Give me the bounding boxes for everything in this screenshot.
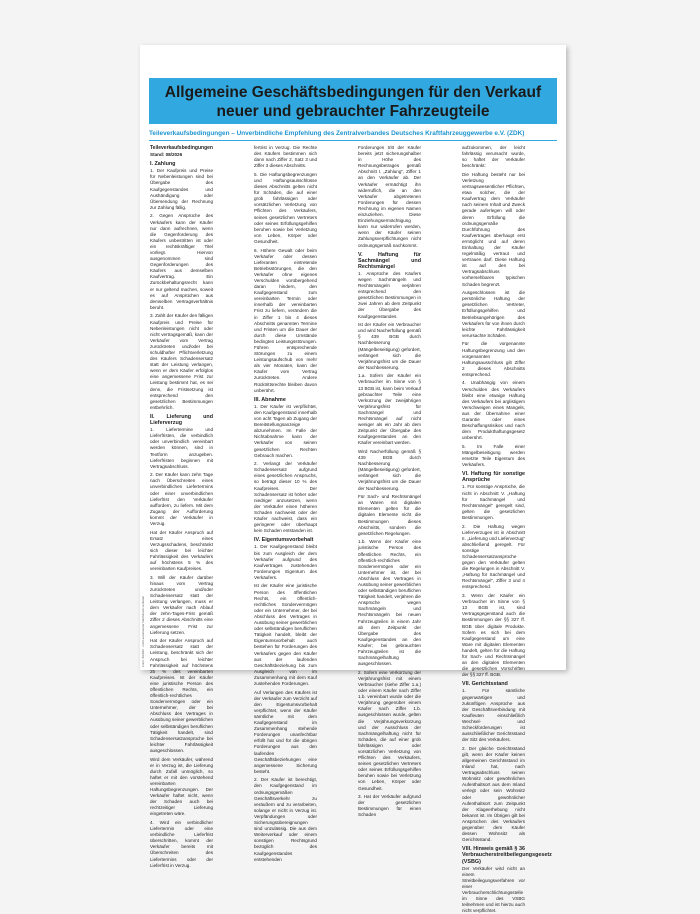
paragraph: Hat der Käufer Anspruch auf Ersatz eines Verzugsschadens, beschränkt sich dieser bei leichter Fahrlässigkeit des Verkäufers auf höchstens 5 % des vereinbarten Kaufpreises.	[150, 529, 213, 572]
title-line-2: neuer und gebrauchter Fahrzeugteile	[216, 103, 490, 120]
paragraph: 1. Ansprüche des Käufers wegen Sachmängeln und Rechtsmängeln verjähren entsprechend den gesetzlichen Bestimmungen in zwei Jahren ab dem Zeitpunkt der Übergabe des Kaufgegenstandes.	[358, 270, 421, 319]
paragraph: 4. Wird ein verbindlicher Liefertermin oder eine verbindliche Lieferfrist überschritten, kommt der Verkäufer bereits mit Überschreiten des Liefertermins oder der Lieferfrist in Verzug.	[150, 819, 213, 868]
paragraph: 2. Der Käufer ist berechtigt, den Kaufgegenstand im ordnungsgemäßen Geschäftsverkehr zu veräußern und zu verarbeiten, solange er nicht in Verzug ist. Verpfändungen oder Sicherungsübereignungen sind unzulässig. Die aus dem Weiterverkauf oder einem sonstigen Rechtsgrund bezüglich des Kaufgegenstandes entstehenden	[254, 777, 317, 862]
paragraph: Für die vorgenannte Haftungsbegrenzung und den vorgenannten Haftungsausschluss gilt Ziffer 2 dieses Abschnitts entsprechend.	[462, 341, 525, 377]
paragraph: Die Haftung besteht nur bei Verletzung vertragswesentlicher Pflichten, etwa solcher, die der Kaufvertrag dem Verkäufer nach seinem Inhalt und Zweck gerade auferlegen will oder deren Erfüllung die ordnungsgemäße Durchführung des Kaufvertrages überhaupt erst ermöglicht und auf deren Einhaltung der Käufer regelmäßig vertraut und vertrauen darf. Diese Haftung ist auf den bei Vertragsabschluss vorhersehbaren typischen Schaden begrenzt.	[462, 171, 525, 287]
paragraph: aufzukommen, der leicht fahrlässig verursacht wurde, so haftet der Verkäufer beschränkt:	[462, 145, 525, 169]
paragraph: 2. Verlangt der Verkäufer Schadensersatz aufgrund eines gesetzlichen Anspruchs, so beträgt dieser 10 % des Kaufpreises. Der Schadensersatz ist höher oder niedriger anzusetzen, wenn der Verkäufer einen höheren Schaden nachweist oder der Käufer nachweist, dass ein geringerer oder überhaupt kein Schaden entstanden ist.	[254, 461, 317, 534]
paragraph: 2. Der gleiche Gerichtsstand gilt, wenn der Käufer keinen allgemeinen Gerichtsstand im Inland hat, nach Vertragsabschluss seinen Wohnsitz oder gewöhnlichen Aufenthaltsort aus dem Inland verlegt oder sein Wohnsitz oder gewöhnlicher Aufenthaltsort zum Zeitpunkt der Klageerhebung nicht bekannt ist. Im Übrigen gilt bei Ansprüchen des Verkäufers gegenüber dem Käufer dessen Wohnsitz als Gerichtsstand.	[462, 745, 525, 843]
section-heading: VII. Gerichtsstand	[462, 681, 508, 688]
paragraph: 6. Höhere Gewalt oder beim Verkäufer oder dessen Lieferanten eintretende Betriebsstörungen, die den Verkäufer ohne eigenes Verschulden vorübergehend daran hindern, den Kaufgegenstand zum vereinbarten Termin oder innerhalb der vereinbarten Frist zu liefern, verändern die in Ziffer 1 bis 4 dieses Abschnitts genannten Termine und Fristen um die Dauer der durch diese Umstände bedingten Leistungsstörungen. Führen entsprechende Störungen zu einem Leistungsaufschub von mehr als vier Monaten, kann der Käufer vom Vertrag zurücktreten. Andere Rücktrittsrechte bleiben davon unberührt.	[254, 247, 317, 393]
paragraph: 1. Für sonstige Ansprüche, die nicht in Abschnitt V. „Haftung für Sachmängel und Rechtsmängel“ geregelt sind, gelten die gesetzlichen Bestimmungen.	[462, 484, 525, 520]
paragraph: Wird Nacherfüllung gemäß § 439 BGB durch Nachbesserung (Mängelbeseitigung) gefordert, verlängert sich die Verjährungsfrist um die Dauer der Nachbesserung.	[358, 449, 421, 491]
title-banner	[149, 78, 557, 124]
paragraph: 2. Gegen Ansprüche des Verkäufers kann der Käufer nur dann aufrechnen, wenn die Gegenforderung des Käufers unbestritten ist oder ein rechtskräftiger Titel vorliegt. Hiervon ausgenommen sind Gegenforderungen des Käufers aus demselben Kaufvertrag. Ein Zurückbehaltungsrecht kann er nur geltend machen, soweit es auf Ansprüchen aus demselben Vertragsverhältnis beruht.	[150, 213, 213, 310]
title-line-1: Allgemeine Geschäftsbedingungen für den Verkauf	[164, 84, 542, 101]
section-heading: IV. Eigentumsvorbehalt	[254, 537, 314, 544]
paragraph: Forderungen tritt der Käufer bereits jetzt sicherungshalber in Höhe des Rechnungsbetrages gemäß Abschnitt I. „Zahlung“, Ziffer 1 an den Verkäufer ab. Der Verkäufer ermächtigt ihn widerruflich, die an den Verkäufer abgetretenen Forderungen für dessen Rechnung im eigenen Namen einzuziehen. Diese Einziehungsermächtigung kann nur widerrufen werden, wenn der Käufer seinen Zahlungsverpflichtungen nicht ordnungsgemäß nachkommt.	[358, 145, 421, 248]
document-page	[140, 45, 566, 914]
divider	[149, 140, 557, 141]
paragraph: 2. Sofern eine Verkürzung der Verjährungsfrist mit einem Verbraucher (siehe Ziffer 1.a.) oder einem Käufer nach Ziffer 1.b. vereinbart wurde oder die Verjährung gegenüber einem Käufer nach Ziffer 1.b. ausgeschlossen wurde, gelten die Verjährungsverkürzung und der Ausschluss der Sachmängelhaftung nicht für Schäden, die auf einer grob fahrlässigen oder vorsätzlichen Verletzung von Pflichten des Verkäufers, seines gesetzlichen Vertreters oder seines Erfüllungsgehilfen beruhen sowie bei Verletzung von Leben, Körper oder Gesundheit.	[358, 669, 421, 791]
paragraph: 1.b. Wenn der Käufer eine juristische Person des öffentlichen Rechts, ein öffentlich-rechtliches Sondervermögen oder ein Unternehmer ist, der bei Abschluss des Vertrages in Ausübung seiner gewerblichen oder selbständigen beruflichen Tätigkeit handelt, verjähren die Ansprüche wegen Sachmängeln und Rechtsmängeln bei neuen Fahrzeugteilen in einem Jahr ab dem Zeitpunkt der Übergabe des Kaufgegenstandes an den Käufer; bei gebrauchten Fahrzeugteilen ist die Sachmängelhaftung ausgeschlossen.	[358, 539, 421, 667]
paragraph: 2. Die Haftung wegen Lieferverzuges ist in Abschnitt II. „Lieferung und Lieferverzug“ abschließend geregelt. Für sonstige Schadensersatzansprüche gegen den Verkäufer gelten die Regelungen in Abschnitt V. „Haftung für Sachmängel und Rechtsmängel“, Ziffer 3 und 4 entsprechend.	[462, 523, 525, 590]
section-heading: I. Zahlung	[150, 161, 176, 168]
header-label: Teileverkaufsbedingungen	[150, 145, 213, 151]
paragraph: 4. Unabhängig von einem Verschulden des Verkäufers bleibt eine etwaige Haftung des Verkäufers bei arglistigem Verschweigen eines Mangels, aus der Übernahme einer Garantie oder eines Beschaffungsrisikos und nach dem Produkthaftungsgesetz unberührt.	[462, 380, 525, 441]
paragraph: 5. Die Haftungsbegrenzungen und Haftungsausschlüsse dieses Abschnitts gelten nicht für Schäden, die auf einer grob fahrlässigen oder vorsätzlichen Verletzung von Pflichten des Verkäufers, seines gesetzlichen Vertreters oder seines Erfüllungsgehilfen beruhen sowie bei Verletzung von Leben, Körper oder Gesundheit.	[254, 171, 317, 244]
paragraph: 1. Liefertermine und Lieferfristen, die verbindlich oder unverbindlich vereinbart werden können, sind in Textform anzugeben. Lieferfristen beginnen mit Vertragsabschluss.	[150, 427, 213, 469]
paragraph: fertrist in Verzug. Die Rechte des Käufers bestimmen sich dann nach Ziffer 2, Satz 3 und Ziffer 3 dieses Abschnitts.	[254, 145, 317, 169]
stand-date: Stand: 08/2026	[150, 152, 183, 158]
text-column-1	[150, 145, 213, 868]
paragraph: 3. Wenn der Käufer ein Verbraucher im Sinne von § 13 BGB ist, sind Vertragsgegenstand auch die Bestimmungen der §§ 327 ff. BGB über digitale Produkte. Sofern es sich bei dem Kaufgegenstand um eine Ware mit digitalen Elementen handelt, gelten für die Haftung für Sach- und Rechtsmängel an den digitalen Elementen die gesetzlichen Vorschriften der §§ 327 ff. BGB.	[462, 593, 525, 678]
paragraph: 3. Hat der Verkäufer aufgrund der gesetzlichen Bestimmungen für einen Schaden	[358, 794, 421, 818]
section-heading: VI. Haftung für sonstige Ansprüche	[462, 471, 525, 484]
paragraph: 1. Der Käufer ist verpflichtet, den Kaufgegenstand innerhalb von acht Tagen ab Zugang der Bereitstellungsanzeige abzunehmen. Im Falle der Nichtabnahme kann der Verkäufer von seinen gesetzlichen Rechten Gebrauch machen.	[254, 403, 317, 458]
subtitle: Teileverkaufsbedingungen – Unverbindliche Empfehlung des Zentralverbandes Deutsches Kraftfahrzeuggewerbe e.V. (ZDK)	[149, 130, 525, 137]
text-column-3	[358, 145, 421, 818]
text-column-4	[462, 145, 552, 914]
paragraph: Ist der Käufer eine juristische Person des öffentlichen Rechts, ein öffentlich-rechtliches Sondervermögen oder ein Unternehmer, der bei Abschluss des Vertrages in Ausübung seiner gewerblichen oder selbständigen beruflichen Tätigkeit handelt, bleibt der Eigentumsvorbehalt auch bestehen für Forderungen des Verkäufers gegen den Käufer aus der laufenden Geschäftsbeziehung bis zum Ausgleich von im Zusammenhang mit dem Kauf zustehenden Forderungen.	[254, 583, 317, 686]
paragraph: 3. Zahlt der Käufer den fälligen Kaufpreis und Preise für Nebenleistungen nicht oder nicht vertragsgemäß, kann der Verkäufer vom Vertrag zurücktreten und/oder bei schuldhafter Pflichtverletzung des Käufers Schadensersatz statt der Leistung verlangen, wenn er dem Käufer erfolglos eine angemessene Frist zur Leistung bestimmt hat, es sei denn, die Fristsetzung ist entsprechend den gesetzlichen Bestimmungen entbehrlich.	[150, 313, 213, 410]
side-note: Form. 8/2026 · nicht autorisierter Nachdruck verboten	[141, 595, 145, 667]
section-heading: VIII. Hinweis gemäß § 36 Verbraucherstreitbeilegungsgesetz (VSBG)	[462, 846, 552, 865]
paragraph: Wird dem Verkäufer, während er in Verzug ist, die Lieferung durch Zufall unmöglich, so haftet er mit den vorstehend vereinbarten Haftungsbegrenzungen. Der Verkäufer haftet nicht, wenn der Schaden auch bei rechtzeitiger Lieferung eingetreten wäre.	[150, 756, 213, 817]
paragraph: 1. Der Kaufpreis und Preise für Nebenleistungen sind bei Übergabe des Kaufgegenstandes und Aushändigung oder Übersendung der Rechnung zur Zahlung fällig.	[150, 168, 213, 210]
paragraph: 1. Der Kaufgegenstand bleibt bis zum Ausgleich der dem Verkäufer aufgrund des Kaufvertrages zustehenden Forderungen Eigentum des Verkäufers.	[254, 544, 317, 580]
paragraph: Für Sach- und Rechtsmängel an Waren mit digitalen Elementen gelten für die digitalen Elemente nicht die Bestimmungen dieses Abschnitts, sondern die gesetzlichen Regelungen.	[358, 494, 421, 536]
section-heading: II. Lieferung und Lieferverzug	[150, 413, 213, 427]
paragraph: Hat der Käufer Anspruch auf Schadensersatz statt der Leistung, beschränkt sich der Anspruch bei leichter Fahrlässigkeit auf höchstens 25 % des vereinbarten Kaufpreises. Ist der Käufer eine juristische Person des öffentlichen Rechts, ein öffentlich-rechtliches Sondervermögen oder ein Unternehmer, der bei Abschluss des Vertrages in Ausübung seiner gewerblichen oder selbständigen beruflichen Tätigkeit handelt, sind Schadensersatzansprüche bei leichter Fahrlässigkeit ausgeschlossen.	[150, 638, 213, 753]
paragraph: 1.a. Sofern der Käufer ein Verbraucher im Sinne von § 13 BGB ist, kann beim Verkauf gebrauchter Teile eine Verkürzung der zweijährigen Verjährungsfrist für Sachmängel und Rechtsmängel auf nicht weniger als ein Jahr ab dem Zeitpunkt der Übergabe des Kaufgegenstandes an den Käufer vereinbart werden.	[358, 373, 421, 446]
paragraph: Ist der Käufer ein Verbraucher und wird Nacherfüllung gemäß § 439 BGB durch Nachbesserung (Mängelbeseitigung) gefordert, verlängert sich die Verjährungsfrist um die Dauer der Nachbesserung.	[358, 322, 421, 370]
paragraph: 5. Im Falle einer Mängelbeseitigung werden ersetzte Teile Eigentum des Verkäufers.	[462, 443, 525, 468]
section-heading: III. Abnahme	[254, 396, 286, 403]
paragraph: 3. Will der Käufer darüber hinaus vom Vertrag zurücktreten und/oder Schadensersatz statt der Leistung verlangen, muss er dem Verkäufer nach Ablauf der zehn-Tages-Frist gemäß Ziffer 2 dieses Abschnitts eine angemessene Frist zur Lieferung setzen.	[150, 574, 213, 635]
paragraph: Ausgeschlossen ist die persönliche Haftung der gesetzlichen Vertreter, Erfüllungsgehilfen und Betriebsangehörigen des Verkäufers für von ihnen durch leichte Fahrlässigkeit verursachte Schäden.	[462, 290, 525, 338]
paragraph: Auf Verlangen des Käufers ist der Verkäufer zum Verzicht auf den Eigentumsvorbehalt verpflichtet, wenn der Käufer sämtliche mit dem Kaufgegenstand im Zusammenhang stehende Forderungen unanfechtbar erfüllt hat und für die übrigen Forderungen aus den laufenden Geschäftsbeziehungen eine angemessene Sicherung besteht.	[254, 689, 317, 774]
paragraph: Der Verkäufer wird nicht an einem Streitbeilegungsverfahren vor einer Verbraucherschlichtungsstelle im Sinne des VSBG teilnehmen und ist hierzu auch nicht verpflichtet.	[462, 865, 525, 914]
section-heading: V. Haftung für Sachmängel und Rechtsmängel	[358, 251, 421, 270]
paragraph: 1. Für sämtliche gegenwärtigen und zukünftigen Ansprüche aus der Geschäftsverbindung mit Kaufleuten einschließlich Wechsel- und Scheckforderungen ist ausschließlicher Gerichtsstand der Sitz des Verkäufers.	[462, 688, 525, 743]
text-column-2	[254, 145, 317, 862]
paragraph: 2. Der Käufer kann zehn Tage nach Überschreiten eines unverbindlichen Liefertermins oder einer unverbindlichen Lieferfrist den Verkäufer auffordern, zu liefern. Mit dem Zugang der Aufforderung kommt der Verkäufer in Verzug.	[150, 472, 213, 527]
